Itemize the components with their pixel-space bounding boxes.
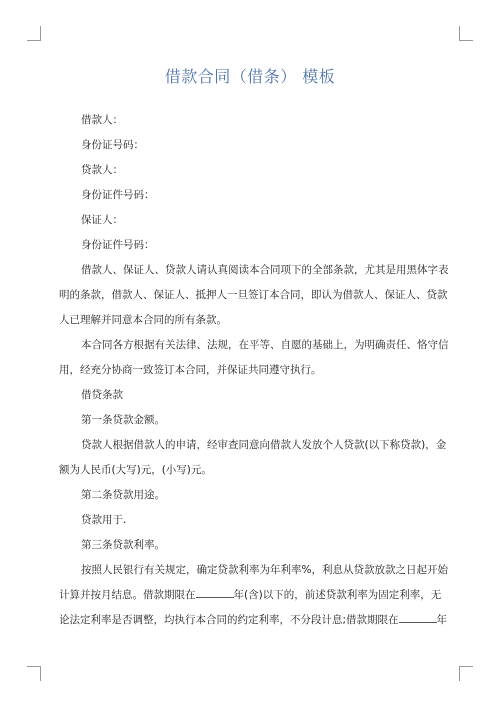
crop-mark-bottom-right-h — [459, 666, 473, 667]
text-segment: 计算并按月结息。借款期限在 — [59, 589, 196, 601]
article-2-heading: 第二条贷款用途。 — [81, 489, 165, 501]
paragraph-line — [59, 608, 448, 633]
text-segment: 论法定利率是否调整，均执行本合同的约定利率，不分段计息;借款期限在 — [59, 614, 399, 626]
lender-field: 贷款人： — [81, 164, 123, 176]
guarantor-field: 保证人： — [81, 214, 123, 226]
loan-use-line: 贷款用于. — [81, 514, 127, 526]
crop-mark-top-left-v — [40, 26, 41, 41]
document-title: 借款合同（借条） 模板 — [164, 67, 336, 86]
crop-mark-top-left-h — [27, 40, 41, 41]
paragraph-line: 额为人民币(大写)元，(小写)元。 — [59, 464, 212, 476]
crop-mark-top-right-v — [459, 26, 460, 41]
article-1-heading: 第一条贷款金额。 — [81, 414, 165, 426]
text-segment: 年(含)以下的，前述贷款利率为固定利率，无 — [233, 589, 442, 601]
borrower-id-field: 身份证号码： — [81, 139, 144, 151]
section-heading: 借贷条款 — [81, 389, 123, 401]
guarantor-id-field: 身份证件号码： — [81, 239, 155, 251]
article-3-heading: 第三条贷款利率。 — [81, 539, 165, 551]
fill-in-blank — [399, 610, 437, 623]
paragraph-line: 人已理解并同意本合同的所有条款。 — [59, 314, 227, 326]
paragraph-line: 用，经充分协商一致签订本合同，并保证共同遵守执行。 — [59, 364, 322, 376]
crop-mark-bottom-left-h — [27, 666, 41, 667]
paragraph-line: 本合同各方根据有关法律、法规，在平等、自愿的基础上，为明确责任、恪守信 — [81, 339, 449, 351]
text-segment: 年 — [436, 614, 448, 626]
paragraph-line: 按照人民银行有关规定，确定贷款利率为年利率%，利息从贷款放款之日起开始 — [81, 564, 448, 576]
paragraph-line: 贷款人根据借款人的申请，经审查同意向借款人发放个人贷款(以下称贷款)，金 — [81, 439, 447, 451]
document-body — [59, 108, 449, 633]
paragraph-line — [59, 583, 441, 608]
crop-mark-bottom-left-v — [40, 666, 41, 681]
paragraph-line: 明的条款，借款人、保证人、抵押人一旦签订本合同，即认为借款人、保证人、贷款 — [59, 289, 448, 301]
borrower-field: 借款人： — [81, 114, 123, 126]
fill-in-blank — [196, 585, 234, 598]
crop-mark-top-right-h — [459, 40, 473, 41]
paragraph-line: 借款人、保证人、贷款人请认真阅读本合同项下的全部条款，尤其是用黑体字表 — [81, 264, 449, 276]
lender-id-field: 身份证件号码： — [81, 189, 155, 201]
crop-mark-bottom-right-v — [459, 666, 460, 681]
